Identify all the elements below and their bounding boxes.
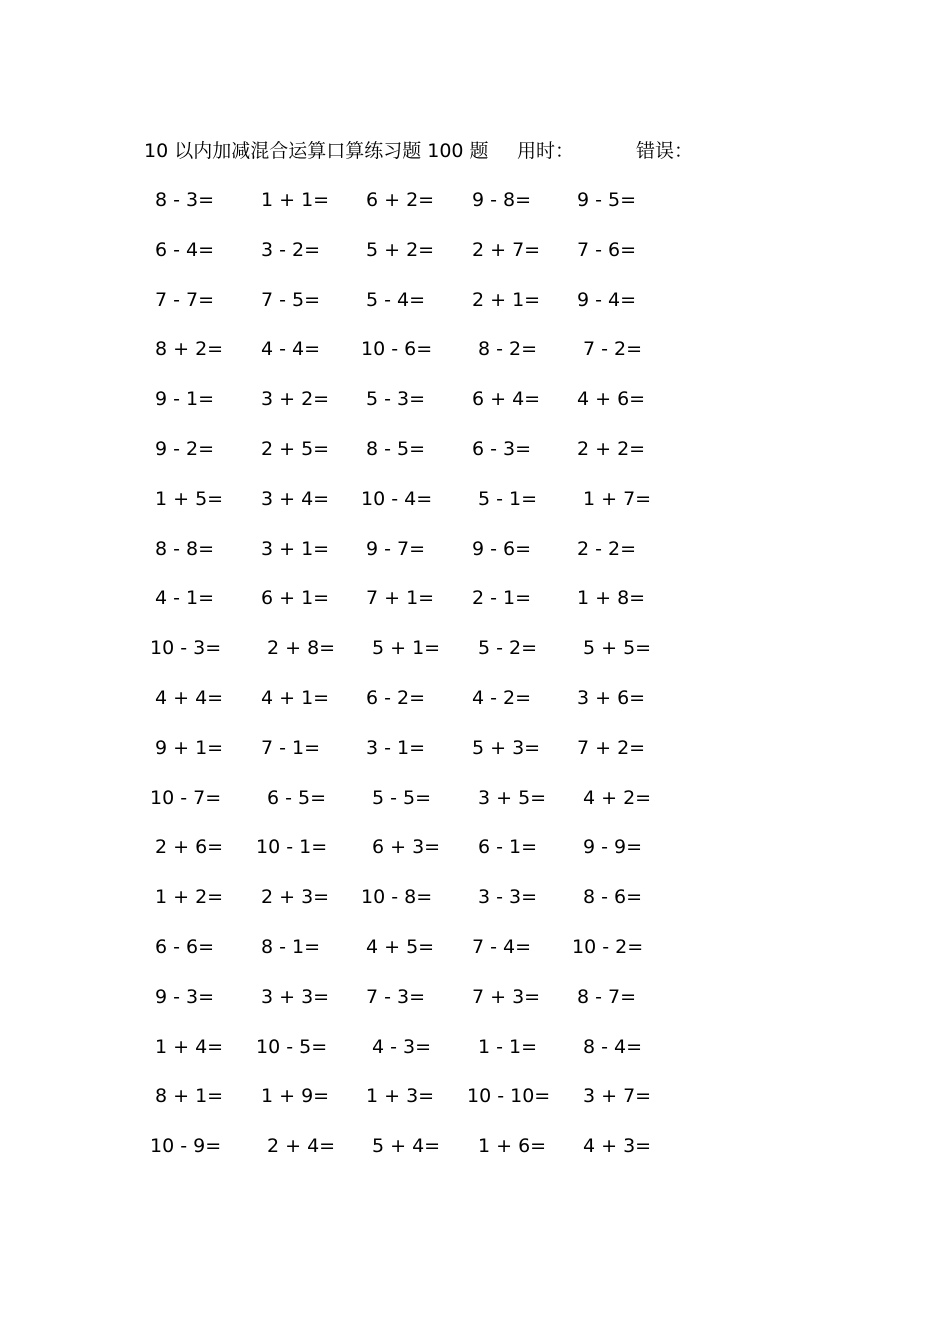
problem-item: 3 - 1=: [366, 736, 426, 759]
problem-item: 2 + 6=: [155, 836, 224, 859]
problem-item: 2 + 7=: [472, 238, 541, 261]
problem-row: [0, 534, 950, 584]
problem-item: 8 - 2=: [478, 338, 538, 361]
problem-item: 4 + 5=: [366, 935, 435, 958]
problem-item: 2 + 2=: [577, 437, 646, 460]
problem-row: [0, 384, 950, 434]
errors-label: 错误：: [636, 140, 694, 162]
problem-item: 7 - 5=: [261, 288, 321, 311]
problem-row: [0, 633, 950, 683]
worksheet-title: 10 以内加减混合运算口算练习题 100 题: [144, 140, 489, 162]
problem-item: 7 - 6=: [577, 238, 637, 261]
problem-item: 10 - 4=: [361, 487, 433, 510]
problem-row: [0, 235, 950, 285]
problem-item: 9 - 2=: [155, 437, 215, 460]
problem-item: 8 - 3=: [155, 189, 215, 211]
problem-item: 4 + 1=: [261, 686, 330, 709]
problem-item: 4 - 4=: [261, 338, 321, 361]
problem-item: 9 - 3=: [155, 985, 215, 1008]
problem-item: 6 - 4=: [155, 238, 215, 261]
problem-item: 4 + 2=: [583, 786, 652, 809]
problem-item: 2 + 3=: [261, 886, 330, 909]
problem-row: [0, 484, 950, 534]
problem-row: [0, 334, 950, 384]
problem-item: 6 - 6=: [155, 935, 215, 958]
problem-row: [0, 434, 950, 484]
problem-item: 5 + 4=: [372, 1135, 441, 1158]
problem-item: 1 + 2=: [155, 886, 224, 909]
problem-item: 6 - 2=: [366, 686, 426, 709]
problem-item: 10 - 10=: [467, 1085, 551, 1108]
problem-row: [0, 1081, 950, 1131]
problem-item: 7 + 3=: [472, 985, 541, 1008]
problem-item: 10 - 1=: [256, 836, 328, 859]
problem-item: 5 - 3=: [366, 388, 426, 411]
problem-row: [0, 733, 950, 783]
problem-item: 9 - 1=: [155, 388, 215, 411]
problem-item: 1 - 1=: [478, 1035, 538, 1058]
problem-item: 7 - 3=: [366, 985, 426, 1008]
problem-item: 4 - 2=: [472, 686, 532, 709]
problem-item: 10 - 7=: [150, 786, 222, 809]
problem-item: 5 + 3=: [472, 736, 541, 759]
problem-item: 1 + 3=: [366, 1085, 435, 1108]
problem-item: 8 - 1=: [261, 935, 321, 958]
problem-item: 6 - 3=: [472, 437, 532, 460]
problem-item: 5 - 5=: [372, 786, 432, 809]
problem-item: 8 - 5=: [366, 437, 426, 460]
problem-item: 3 + 6=: [577, 686, 646, 709]
problem-item: 1 + 8=: [577, 587, 646, 610]
problem-row: [0, 285, 950, 335]
problem-item: 6 + 4=: [472, 388, 541, 411]
problem-item: 3 - 3=: [478, 886, 538, 909]
problem-item: 3 + 1=: [261, 537, 330, 560]
problem-item: 1 + 1=: [261, 189, 330, 211]
problem-item: 10 - 6=: [361, 338, 433, 361]
problem-row: [0, 683, 950, 733]
problem-item: 8 + 1=: [155, 1085, 224, 1108]
problem-item: 9 - 8=: [472, 189, 532, 211]
problem-item: 3 + 2=: [261, 388, 330, 411]
problem-grid: [0, 185, 950, 1181]
problem-item: 3 + 3=: [261, 985, 330, 1008]
problem-item: 2 + 8=: [267, 637, 336, 660]
problem-item: 6 - 1=: [478, 836, 538, 859]
problem-item: 2 - 1=: [472, 587, 532, 610]
problem-item: 7 + 2=: [577, 736, 646, 759]
problem-item: 5 + 1=: [372, 637, 441, 660]
problem-item: 6 - 5=: [267, 786, 327, 809]
problem-item: 5 - 2=: [478, 637, 538, 660]
problem-item: 1 + 5=: [155, 487, 224, 510]
problem-item: 8 - 6=: [583, 886, 643, 909]
problem-item: 4 - 3=: [372, 1035, 432, 1058]
problem-item: 2 - 2=: [577, 537, 637, 560]
problem-item: 10 - 8=: [361, 886, 433, 909]
problem-item: 10 - 5=: [256, 1035, 328, 1058]
problem-row: [0, 583, 950, 633]
problem-item: 6 + 2=: [366, 189, 435, 211]
problem-item: 8 + 2=: [155, 338, 224, 361]
problem-item: 10 - 3=: [150, 637, 222, 660]
problem-item: 5 + 5=: [583, 637, 652, 660]
problem-row: [0, 932, 950, 982]
problem-row: [0, 832, 950, 882]
problem-item: 2 + 4=: [267, 1135, 336, 1158]
problem-item: 3 + 7=: [583, 1085, 652, 1108]
problem-item: 7 - 7=: [155, 288, 215, 311]
problem-item: 7 + 1=: [366, 587, 435, 610]
problem-item: 7 - 4=: [472, 935, 532, 958]
problem-item: 7 - 2=: [583, 338, 643, 361]
problem-item: 2 + 1=: [472, 288, 541, 311]
problem-row: [0, 882, 950, 932]
problem-item: 1 + 4=: [155, 1035, 224, 1058]
problem-item: 6 + 1=: [261, 587, 330, 610]
problem-item: 5 - 4=: [366, 288, 426, 311]
problem-item: 3 + 4=: [261, 487, 330, 510]
problem-item: 6 + 3=: [372, 836, 441, 859]
problem-row: [0, 982, 950, 1032]
problem-item: 9 - 6=: [472, 537, 532, 560]
problem-item: 3 - 2=: [261, 238, 321, 261]
problem-item: 10 - 9=: [150, 1135, 222, 1158]
problem-row: [0, 1032, 950, 1082]
problem-row: [0, 783, 950, 833]
problem-item: 1 + 6=: [478, 1135, 547, 1158]
problem-item: 5 + 2=: [366, 238, 435, 261]
problem-item: 4 - 1=: [155, 587, 215, 610]
problem-item: 9 - 7=: [366, 537, 426, 560]
problem-item: 4 + 4=: [155, 686, 224, 709]
problem-item: 8 - 7=: [577, 985, 637, 1008]
problem-item: 9 + 1=: [155, 736, 224, 759]
problem-item: 5 - 1=: [478, 487, 538, 510]
problem-item: 1 + 9=: [261, 1085, 330, 1108]
problem-item: 7 - 1=: [261, 736, 321, 759]
problem-item: 8 - 4=: [583, 1035, 643, 1058]
problem-item: 10 - 2=: [572, 935, 644, 958]
problem-item: 9 - 4=: [577, 288, 637, 311]
problem-item: 1 + 7=: [583, 487, 652, 510]
problem-row: [0, 185, 950, 235]
problem-row: [0, 1131, 950, 1181]
time-used-label: 用时：: [517, 140, 575, 162]
problem-item: 3 + 5=: [478, 786, 547, 809]
problem-item: 4 + 3=: [583, 1135, 652, 1158]
problem-item: 9 - 5=: [577, 189, 637, 211]
problem-item: 4 + 6=: [577, 388, 646, 411]
problem-item: 8 - 8=: [155, 537, 215, 560]
problem-item: 2 + 5=: [261, 437, 330, 460]
problem-item: 9 - 9=: [583, 836, 643, 859]
